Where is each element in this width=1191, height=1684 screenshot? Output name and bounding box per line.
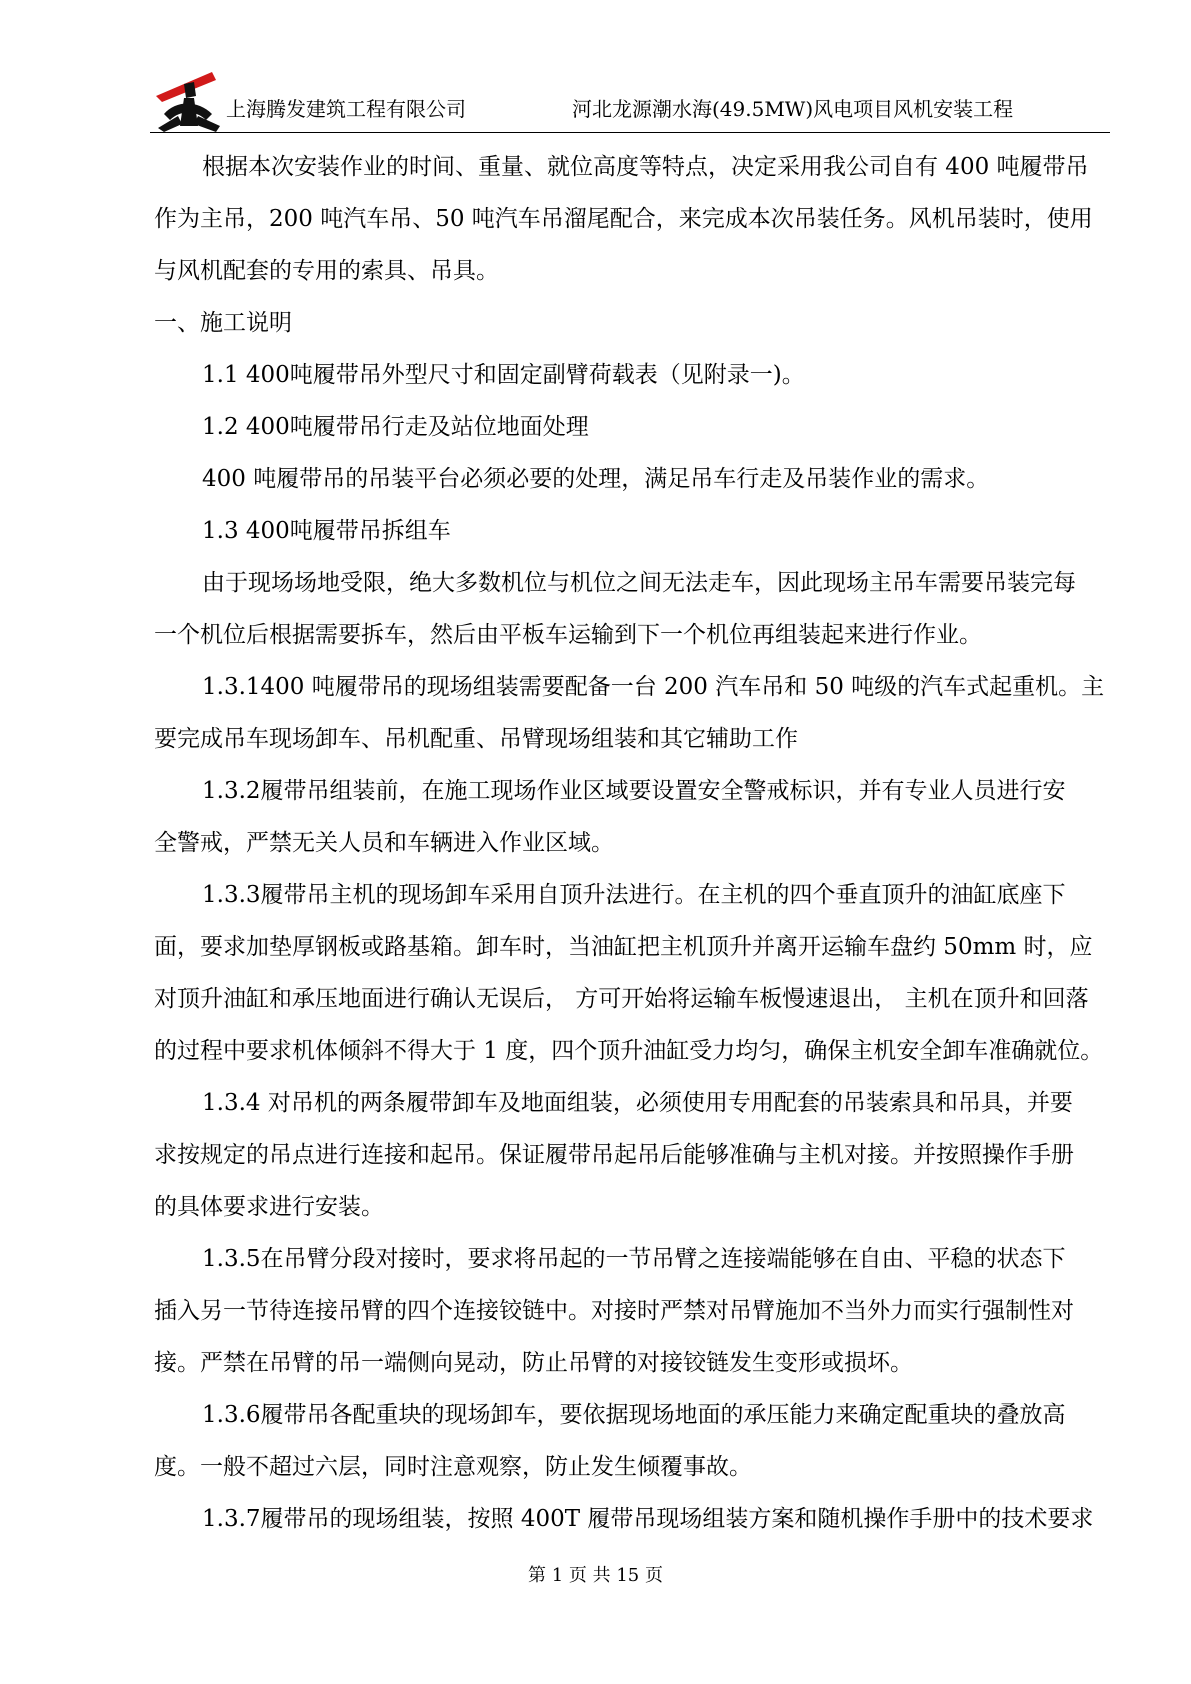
- text-line: 1.3.4 对吊机的两条履带卸车及地面组装，必须使用专用配套的吊装索具和吊具，并要: [202, 1090, 1073, 1116]
- text-line: 1.3.1400 吨履带吊的现场组装需要配备一台 200 汽车吊和 50 吨级的汽车式起重机。主: [202, 674, 1105, 700]
- subsection-heading: 1.2 400吨履带吊行走及站位地面处理: [202, 414, 589, 440]
- text-line: 面，要求加垫厚钢板或路基箱。卸车时，当油缸把主机顶升并离开运输车盘约 50mm 时，应: [154, 934, 1093, 960]
- project-title: 河北龙源潮水海(49.5MW)风电项目风机安装工程: [572, 97, 1014, 121]
- text-line: 接。严禁在吊臂的吊一端侧向晃动，防止吊臂的对接铰链发生变形或损坏。: [154, 1350, 913, 1376]
- text-line: 1.3.7履带吊的现场组装，按照 400T 履带吊现场组装方案和随机操作手册中的技术要求: [202, 1506, 1094, 1532]
- company-logo-icon: [154, 66, 226, 132]
- text-line: 1.3.5在吊臂分段对接时，要求将吊起的一节吊臂之连接端能够在自由、平稳的状态下: [202, 1246, 1066, 1272]
- text-line: 400 吨履带吊的吊装平台必须必要的处理，满足吊车行走及吊装作业的需求。: [202, 466, 990, 492]
- text-line: 根据本次安装作业的时间、重量、就位高度等特点，决定采用我公司自有 400 吨履带吊: [202, 154, 1089, 180]
- text-line: 度。一般不超过六层，同时注意观察，防止发生倾覆事故。: [154, 1454, 752, 1480]
- text-line: 1.3.3履带吊主机的现场卸车采用自顶升法进行。在主机的四个垂直顶升的油缸底座下: [202, 882, 1066, 908]
- document-body: [154, 141, 1114, 1545]
- company-name: 上海腾发建筑工程有限公司: [226, 97, 466, 121]
- text-line: 的过程中要求机体倾斜不得大于 1 度，四个顶升油缸受力均匀，确保主机安全卸车准确就位。: [154, 1038, 1104, 1064]
- header-divider: [150, 132, 1110, 133]
- page-footer: 第 1 页 共 15 页: [528, 1565, 663, 1586]
- text-line: 作为主吊，200 吨汽车吊、50 吨汽车吊溜尾配合，来完成本次吊装任务。风机吊装时，使用: [154, 206, 1093, 232]
- text-line: 1.3.6履带吊各配重块的现场卸车，要依据现场地面的承压能力来确定配重块的叠放高: [202, 1402, 1066, 1428]
- text-line: 由于现场场地受限，绝大多数机位与机位之间无法走车，因此现场主吊车需要吊装完每: [202, 570, 1076, 596]
- text-line: 与风机配套的专用的索具、吊具。: [154, 258, 499, 284]
- text-line: 一个机位后根据需要拆车，然后由平板车运输到下一个机位再组装起来进行作业。: [154, 622, 982, 648]
- text-line: 要完成吊车现场卸车、吊机配重、吊臂现场组装和其它辅助工作: [154, 726, 798, 752]
- text-line: 求按规定的吊点进行连接和起吊。保证履带吊起吊后能够准确与主机对接。并按照操作手册: [154, 1142, 1074, 1168]
- subsection-heading: 1.1 400吨履带吊外型尺寸和固定副臂荷载表（见附录一)。: [202, 362, 805, 388]
- text-line: 对顶升油缸和承压地面进行确认无误后， 方可开始将运输车板慢速退出， 主机在顶升和回落: [154, 986, 1089, 1012]
- page-header: [150, 58, 1110, 134]
- section-heading: 一、施工说明: [154, 310, 292, 336]
- text-line: 全警戒，严禁无关人员和车辆进入作业区域。: [154, 830, 614, 856]
- text-line: 插入另一节待连接吊臂的四个连接铰链中。对接时严禁对吊臂施加不当外力而实行强制性对: [154, 1298, 1074, 1324]
- text-line: 1.3.2履带吊组装前，在施工现场作业区域要设置安全警戒标识，并有专业人员进行安: [202, 778, 1066, 804]
- subsection-heading: 1.3 400吨履带吊拆组车: [202, 518, 451, 544]
- text-line: 的具体要求进行安装。: [154, 1194, 384, 1220]
